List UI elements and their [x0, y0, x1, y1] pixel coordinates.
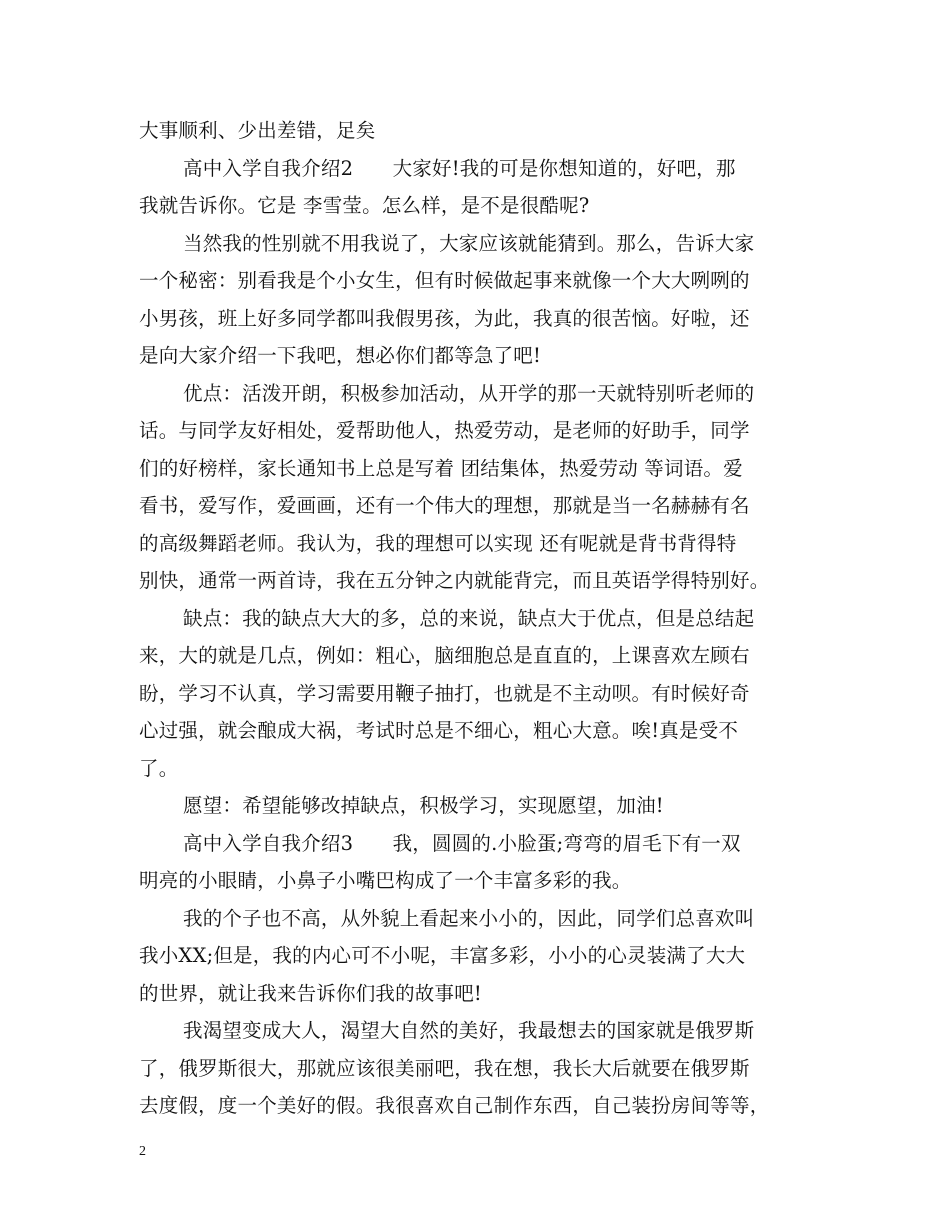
text-line: 我渴望变成大人，渴望大自然的美好，我最想去的国家就是俄罗斯 [183, 1019, 755, 1042]
text-line: 我就告诉你。它是 李雪莹。怎么样，是不是很酷呢? [139, 194, 590, 217]
text-line: 大事顺利、少出差错，足矣 [139, 119, 376, 142]
text-line: 缺点：我的缺点大大的多，总的来说，缺点大于优点，但是总结起 [183, 606, 755, 630]
text-line: 是向大家介绍一下我吧，想必你们都等急了吧! [139, 344, 542, 367]
text-line: 当然我的性别就不用我说了，大家应该就能猜到。那么，告诉大家 [183, 231, 755, 255]
text-line: 我小XX;但是，我的内心可不小呢，丰富多彩，小小的心灵装满了大大 [139, 944, 746, 967]
text-line: 去度假，度一个美好的假。我很喜欢自己制作东西，自己装扮房间等等， [139, 1094, 770, 1117]
text-line: 们的好榜样，家长通知书上总是写着 团结集体，热爱劳动 等词语。爱 [139, 456, 743, 480]
text-line: 的世界，就让我来告诉你们我的故事吧! [139, 981, 482, 1005]
text-line: 高中入学自我介绍2 大家好!我的可是你想知道的，好吧，那 [183, 156, 736, 180]
text-line: 愿望：希望能够改掉缺点，积极学习，实现愿望，加油! [183, 794, 664, 817]
text-line: 小男孩，班上好多同学都叫我假男孩，为此，我真的很苦恼。好啦，还 [139, 306, 750, 330]
text-line: 了，俄罗斯很大，那就应该很美丽吧，我在想，我长大后就要在俄罗斯 [139, 1056, 750, 1080]
text-line: 话。与同学友好相处，爱帮助他人，热爱劳动，是老师的好助手，同学 [139, 419, 750, 442]
page-number: 2 [139, 1144, 146, 1159]
text-line: 我的个子也不高，从外貌上看起来小小的，因此，同学们总喜欢叫 [183, 906, 755, 930]
text-line: 盼，学习不认真，学习需要用鞭子抽打，也就是不主动呗。有时候好奇 [139, 681, 750, 705]
text-line: 了。 [139, 756, 179, 780]
text-line: 看书，爱写作，爱画画，还有一个伟大的理想，那就是当一名赫赫有名 [139, 494, 750, 517]
text-line: 明亮的小眼睛，小鼻子小嘴巴构成了一个丰富多彩的我。 [139, 869, 632, 892]
text-line: 来，大的就是几点，例如：粗心，脑细胞总是直直的，上课喜欢左顾右 [139, 644, 750, 667]
text-line: 高中入学自我介绍3 我，圆圆的.小脸蛋;弯弯的眉毛下有一双 [183, 831, 741, 855]
body-text [139, 112, 829, 1125]
text-line: 心过强，就会酿成大祸，考试时总是不细心，粗心大意。唉!真是受不 [139, 719, 739, 742]
text-line: 的高级舞蹈老师。我认为，我的理想可以实现 还有呢就是背书背得特 [139, 531, 737, 555]
text-line: 别快，通常一两首诗，我在五分钟之内就能背完，而且英语学得特别好。 [139, 569, 770, 592]
text-line: 优点：活泼开朗，积极参加活动，从开学的那一天就特别听老师的 [183, 381, 755, 405]
text-line: 一个秘密：别看我是个小女生，但有时候做起事来就像一个大大咧咧的 [139, 269, 750, 292]
